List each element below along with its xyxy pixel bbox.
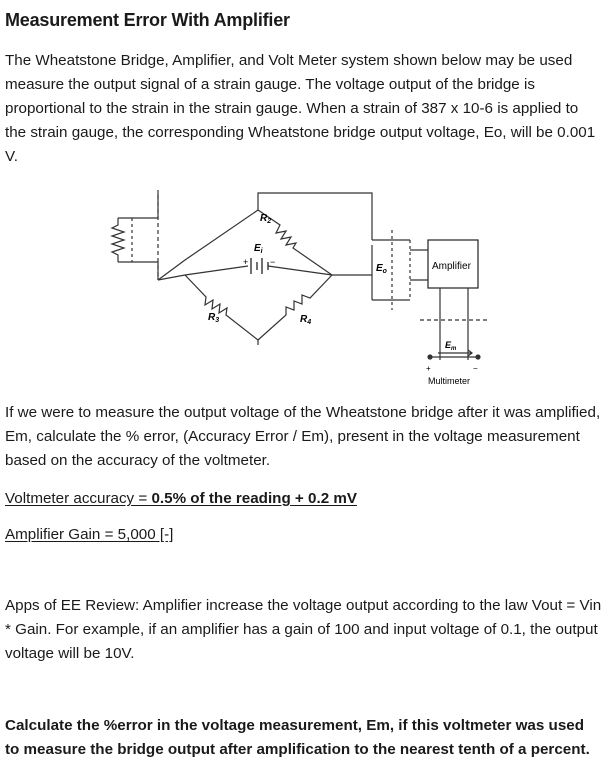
multimeter-label: Multimeter <box>428 376 471 386</box>
final-question: Calculate the %error in the voltage measurement, Em, if this voltmeter was used to measure the bridge output after amplification to the nearest tenth of a percent. <box>5 717 590 758</box>
accuracy-value: 0.5% of the reading + 0.2 mV <box>151 490 357 507</box>
ei-label: $E_i$ <box>254 243 263 255</box>
meter-minus: − <box>473 364 478 373</box>
amplifier-gain: Amplifier Gain = 5,000 [-] <box>5 526 174 543</box>
amplifier-label: Amplifier <box>432 261 471 272</box>
wheatstone-bridge-diagram <box>110 185 490 390</box>
intro-paragraph: The Wheatstone Bridge, Amplifier, and Volt Meter system shown below may be used measure the output signal of a strain gauge. The voltage output of the bridge is proportional to the strain in the strain gauge. When a strain of 387 x 10-6 is applied to the strain gauge, the corresponding Wheatstone bridge output voltage, Eo, will be 0.001 V. <box>5 52 596 165</box>
accuracy-label: Voltmeter accuracy = <box>5 490 152 507</box>
r4-label: $R_4$ <box>300 314 312 326</box>
meter-plus: + <box>426 364 431 373</box>
gauge-lead-bottom <box>118 262 158 280</box>
bridge-top-left-wire <box>158 210 258 280</box>
question-paragraph: If we were to measure the output voltage of the Wheatstone bridge after it was amplified, Em, calculate the % error, (Accuracy Error / Em), present in the voltage measurement based on the accuracy of the voltmeter. <box>5 404 601 469</box>
gauge-lead-top <box>118 190 158 218</box>
page-title: Measurement Error With Amplifier <box>5 10 290 30</box>
battery-plus: + <box>243 257 249 267</box>
strain-gauge-resistor <box>112 218 124 262</box>
battery-minus: − <box>270 257 276 267</box>
top-node-wire <box>258 193 372 240</box>
r3-resistor <box>185 275 258 340</box>
voltmeter-accuracy <box>5 489 357 509</box>
r2-label: $R_2$ <box>260 213 272 225</box>
battery-right-wire <box>268 266 332 275</box>
battery-left-wire <box>185 266 248 275</box>
r4-resistor <box>258 275 332 340</box>
em-label: $E_m$ <box>445 340 457 352</box>
eo-label: $E_o$ <box>376 263 387 275</box>
r3-label: $R_3$ <box>208 312 220 324</box>
right-node-wire <box>332 245 372 275</box>
review-paragraph: Apps of EE Review: Amplifier increase the voltage output according to the law Vout = Vin * Gain. For example, if an amplifier has a gain of 100 and input voltage of 0.1, the output voltage will be 10V. <box>5 597 602 662</box>
